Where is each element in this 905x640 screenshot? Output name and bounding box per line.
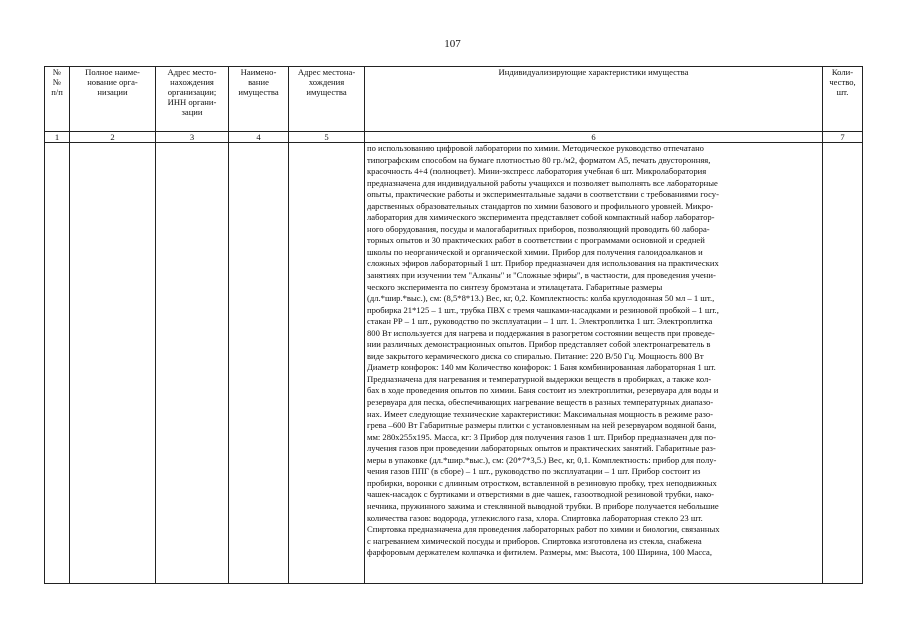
text-line: сложных эфиров лабораторный 1 шт. Прибор предназначен для использования на практических [367, 258, 719, 269]
header-label: Полное наиме- нование орга- низации [85, 67, 140, 97]
header-label: Индивидуализирующие характеристики имущества [498, 67, 689, 77]
empty-cell [156, 143, 229, 584]
header-label: Коли- чество, шт. [829, 67, 856, 97]
text-line: (дл.*шир.*выс.), см: (8,5*8*13.) Вес, кг, 0,2. Комплектность: колба круглодонная 50 мл – 1 шт., [367, 293, 715, 304]
text-line: занятиях при изучении тем "Алканы" и "Сложные эфиры", в частности, для проведения учени- [367, 270, 716, 281]
text-line: нах. Имеет следующие технические характеристики: Максимальная мощность в режиме разо- [367, 408, 714, 419]
header-label: Адрес местона- хождения имущества [297, 67, 356, 97]
text-line: мм: 280х255х195. Масса, кг: 3 Прибор для получения газов 1 шт. Прибор предназначен для по- [367, 431, 716, 442]
header-label: Адрес место- нахождения организации; ИНН органи- зации [167, 67, 217, 117]
column-number: 4 [229, 132, 289, 143]
header-cell-property-name [229, 67, 289, 132]
text-line: красочность 4+4 (полноцвет). Мини-экспресс лаборатория учебная 6 шт. Микролаборатория [367, 166, 707, 177]
text-line: с нагреванием химической посуды и приборов. Спиртовка изготовлена из стекла, снабжена [367, 535, 702, 546]
text-line: нии различных демонстрационных опытов. Прибор представляет собой электронагреватель в [367, 339, 711, 350]
characteristics-text [365, 143, 823, 584]
text-line: 800 Вт используется для нагрева и поддержания в разогретом состоянии веществ при проведе- [367, 327, 715, 338]
table-header-row [45, 67, 863, 132]
empty-cell [45, 143, 70, 584]
empty-cell [229, 143, 289, 584]
property-table [44, 66, 863, 584]
empty-cell [70, 143, 156, 584]
header-cell-characteristics [365, 67, 823, 132]
column-number: 5 [289, 132, 365, 143]
table-row [45, 143, 863, 584]
header-label: Наимено- вание имущества [238, 67, 279, 97]
column-number: 2 [70, 132, 156, 143]
text-line: резервуара для песка, обеспечивающих нагревание веществ в разных температурных диапазо- [367, 397, 714, 408]
text-line: Предназначена для нагревания и температурной выдержки веществ в пробирках, а также кол- [367, 373, 712, 384]
text-line: по использованию цифровой лаборатории по химии. Методическое руководство отпечатано [367, 143, 704, 153]
text-line: ческого эксперимента по синтезу бромэтана и этилацетата. Габаритные размеры [367, 281, 663, 292]
text-line: меры в упаковке (дл.*шир.*выс.), см: (20*7*3,5.) Вес, кг, 0,1. Комплектность: прибор для полу- [367, 454, 717, 465]
column-number: 6 [365, 132, 823, 143]
column-number: 1 [45, 132, 70, 143]
text-line: чения газов ППГ (в сборе) – 1 шт., руководство по эксплуатации – 1 шт. Прибор состоит из [367, 466, 701, 477]
text-line: лучения газов при проведении лабораторных опытов и практических занятий. Габаритные раз- [367, 443, 716, 454]
text-line: Спиртовка предназначена для проведения лабораторных работ по химии и биологии, связанных [367, 524, 720, 535]
text-line: количества газов: водорода, углекислого газа, хлора. Спиртовка лабораторная стекло 23 шт. [367, 512, 703, 523]
text-line: фарфоровым держателем колпачка и фитилем. Размеры, мм: Высота, 100 Ширина, 100 Масса, [367, 547, 713, 558]
text-line: опыты, практические работы и экспериментальные задачи в соответствии с требованиями госу- [367, 189, 719, 200]
header-cell-number [45, 67, 70, 132]
text-line: дарственных образовательных стандартов по химии базового и профильного уровней. Микро- [367, 200, 714, 211]
text-line: нечника, пружинного зажима и стеклянной выводной трубки. В приборе получается небольшие [367, 500, 719, 511]
text-line: пробирки, воронки с длинным отростком, вставленной в резиновую пробку, трех неподвижных [367, 477, 717, 488]
column-number: 3 [156, 132, 229, 143]
empty-cell [289, 143, 365, 584]
text-line: школы по неорганической и органической химии. Прибор для получения галоидоалканов и [367, 246, 703, 257]
header-cell-org-name [70, 67, 156, 132]
text-line: чашек-насадок с буртиками и отверстиями в дне чашек, газоотводной резиновой трубки, нако- [367, 489, 715, 500]
text-line: виде закрытого керамического диска со спиралью. Питание: 220 В/50 Гц. Мощность 800 Вт [367, 350, 704, 361]
text-line: типографским способом на бумаге плотностью 80 гр./м2, форматом А5, печать двусторонняя, [367, 154, 711, 165]
text-line: торных опытов и 30 практических работ в соответствии с программами основной и средней [367, 235, 705, 246]
text-line: бах в ходе проведения опытов по химии. Баня состоит из электроплитки, резервуара для воды и [367, 385, 719, 396]
column-numbers-row [45, 132, 863, 143]
header-label: № № п/п [51, 67, 63, 97]
text-line: грева –600 Вт Габаритные размеры плитки с установленным на ней резервуаром водяной бани, [367, 420, 717, 431]
text-line: ного оборудования, посуды и малогабаритных приборов, позволяющий проводить 60 лабора- [367, 223, 710, 234]
column-number: 7 [823, 132, 863, 143]
page-number: 107 [444, 38, 461, 50]
text-line: лаборатория для химического эксперимента представляет собой компактный набор лаборатор- [367, 212, 715, 223]
text-line: предназначена для индивидуальной работы учащихся и позволяет выполнять все лабораторные [367, 177, 718, 188]
header-cell-quantity [823, 67, 863, 132]
header-cell-org-address [156, 67, 229, 132]
text-line: Диаметр конфорок: 140 мм Количество конфорок: 1 Баня комбинированная лабораторная 1 шт. [367, 362, 716, 373]
text-line: пробирка 21*125 – 1 шт., трубка ПВХ с тремя чашками-насадками и резиновой пробкой – 1 шт., [367, 304, 719, 315]
text-line: стакан РР – 1 шт., руководство по эксплуатации – 1 шт. 1. Электроплитка 1 шт. Электроплитка [367, 316, 713, 327]
header-cell-property-address [289, 67, 365, 132]
empty-cell [823, 143, 863, 584]
